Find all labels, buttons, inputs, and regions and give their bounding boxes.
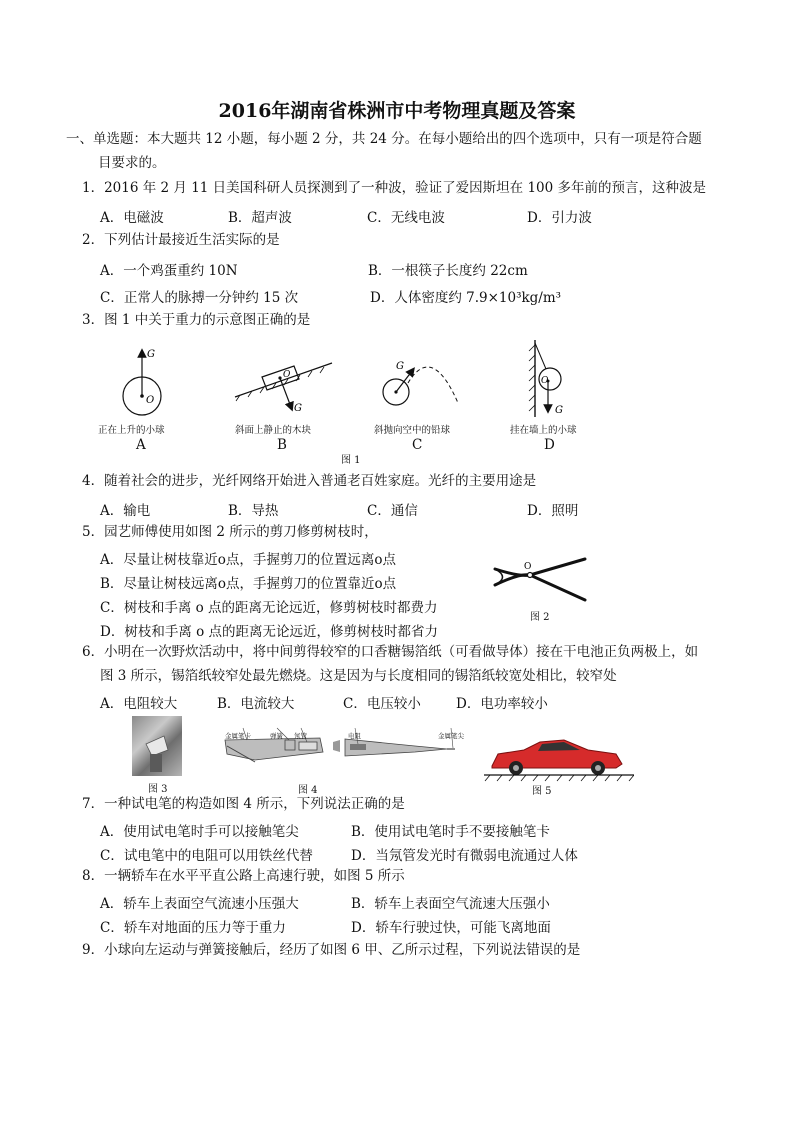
q8-option-c: C．轿车对地面的压力等于重力 (100, 920, 286, 936)
fig1-d-ball-on-wall (529, 340, 563, 417)
figure-5-car (484, 734, 634, 782)
q6-option-b: B．电流较大 (217, 696, 295, 712)
fig1-label-c: C (412, 437, 423, 453)
figure-4-test-pen (215, 720, 460, 780)
q1-option-a: A．电磁波 (100, 210, 164, 226)
fig5-caption: 图 5 (532, 786, 552, 797)
q4-option-d: D．照明 (527, 503, 579, 519)
fig2-caption: 图 2 (530, 612, 550, 623)
q9-stem: 9．小球向左运动与弹簧接触后，经历了如图 6 甲、乙所示过程，下列说法错误的是 (82, 942, 581, 958)
q1-stem: 1．2016 年 2 月 11 日美国科研人员探测到了一种波，验证了爱因斯坦在 100 多年前的预言，这种波是 (82, 180, 707, 196)
q2-option-c: C．正常人的脉搏一分钟约 15 次 (100, 290, 299, 306)
q7-option-c: C．试电笔中的电阻可以用铁丝代替 (100, 848, 313, 864)
q5-option-b: B．尽量让树枝远离o点，手握剪刀的位置靠近o点 (100, 576, 397, 592)
q3-stem: 3．图 1 中关于重力的示意图正确的是 (82, 312, 311, 328)
q8-option-a: A．轿车上表面空气流速小压强大 (100, 896, 299, 912)
fig1-label-b: B (277, 437, 287, 453)
q2-stem: 2．下列估计最接近生活实际的是 (82, 232, 280, 248)
q5-stem: 5．园艺师傅使用如图 2 所示的剪刀修剪树枝时， (82, 524, 378, 540)
label-g-c: G (396, 361, 404, 372)
figure-1-gravity-diagrams (80, 335, 620, 465)
section-heading-line1: 一、单选题：本大题共 12 小题，每小题 2 分，共 24 分。在每小题给出的四个选项中，只有一项是符合题 (66, 131, 702, 147)
q8-option-d: D．轿车行驶过快，可能飞离地面 (351, 920, 551, 936)
fig1-b-block-on-incline (235, 363, 332, 414)
label-o-a: O (146, 395, 155, 406)
q7-option-d: D．当氖管发光时有微弱电流通过人体 (351, 848, 578, 864)
q6-option-c: C．电压较小 (343, 696, 421, 712)
q6-option-a: A．电阻较大 (100, 696, 178, 712)
fig1-a-caption: 正在上升的小球 (98, 425, 165, 436)
section-heading-line2: 目要求的。 (98, 155, 166, 171)
label-g-d: G (555, 405, 563, 416)
q7-option-a: A．使用试电笔时手可以接触笔尖 (100, 824, 299, 840)
q5-option-d: D．树枝和手离 o 点的距离无论远近，修剪树枝时都省力 (100, 624, 439, 640)
q2-option-b: B．一根筷子长度约 22cm (368, 263, 528, 279)
fig1-b-caption: 斜面上静止的木块 (235, 425, 312, 436)
fig1-caption: 图 1 (341, 455, 361, 466)
q8-option-b: B．轿车上表面空气流速大压强小 (351, 896, 550, 912)
q4-option-a: A．输电 (100, 503, 151, 519)
label-o-d: O (541, 376, 549, 386)
fig1-d-caption: 挂在墙上的小球 (510, 425, 577, 436)
fig4-label-spring: 弹簧 (270, 732, 283, 740)
page-title: 2016年湖南省株洲市中考物理真题及答案 (218, 100, 576, 122)
q4-stem: 4．随着社会的进步，光纤网络开始进入普通老百姓家庭。光纤的主要用途是 (82, 473, 537, 489)
q4-option-b: B．导热 (228, 503, 279, 519)
q7-option-b: B．使用试电笔时手不要接触笔卡 (351, 824, 550, 840)
q2-option-a: A．一个鸡蛋重约 10N (100, 263, 238, 279)
q1-option-c: C．无线电波 (367, 210, 445, 226)
fig2-label-o: O (524, 562, 532, 572)
fig4-label-resistor: 电阻 (348, 732, 361, 740)
q5-option-c: C．树枝和手离 o 点的距离无论远近，修剪树枝时都费力 (100, 600, 438, 616)
fig4-label-clip: 金属笔卡 (225, 732, 251, 740)
fig4-label-tube: 氖管 (294, 732, 307, 740)
label-g-a: G (147, 349, 155, 360)
fig4-label-tip: 金属笔尖 (438, 732, 464, 740)
fig1-label-d: D (544, 437, 555, 453)
q7-stem: 7．一种试电笔的构造如图 4 所示，下列说法正确的是 (82, 796, 405, 812)
label-o-b: O (283, 370, 291, 380)
q6-stem-line1: 6．小明在一次野炊活动中，将中间剪得较窄的口香糖锡箔纸（可看做导体）接在干电池正负两极上，如 (82, 644, 699, 660)
fig1-a-rising-ball (123, 349, 161, 415)
q6-stem-line2: 图 3 所示，锡箔纸较窄处最先燃烧。这是因为与长度相同的锡箔纸较宽处相比，较窄处 (100, 668, 617, 684)
fig3-caption: 图 3 (148, 784, 168, 795)
q8-stem: 8．一辆轿车在水平平直公路上高速行驶，如图 5 所示 (82, 868, 405, 884)
fig1-label-a: A (136, 437, 146, 453)
q1-option-d: D．引力波 (527, 210, 592, 226)
figure-3-photo (132, 716, 182, 776)
q2-option-d: D．人体密度约 7.9×10³kg/m³ (370, 290, 562, 306)
q4-option-c: C．通信 (367, 503, 418, 519)
fig1-c-caption: 斜抛向空中的铅球 (374, 425, 451, 436)
q5-option-a: A．尽量让树枝靠近o点，手握剪刀的位置远离o点 (100, 552, 397, 568)
label-g-b: G (294, 403, 302, 414)
figure-2-shears (490, 555, 590, 605)
q1-option-b: B．超声波 (228, 210, 292, 226)
fig1-c-thrown-shot (383, 361, 458, 405)
q6-option-d: D．电功率较小 (456, 696, 548, 712)
fig4-caption: 图 4 (298, 785, 318, 796)
